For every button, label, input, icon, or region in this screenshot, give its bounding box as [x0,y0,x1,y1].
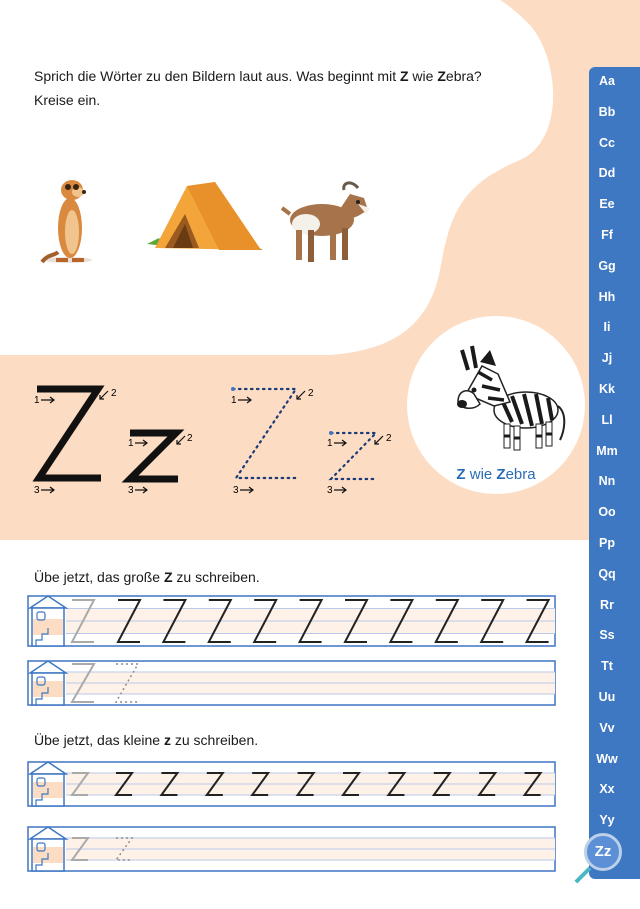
lowercase-z-dotted [327,431,392,496]
svg-text:3: 3 [327,485,333,496]
sidebar-item-ll[interactable]: Ll [601,412,613,427]
sidebar-item-ii[interactable]: Ii [603,320,611,335]
sidebar-item-ww[interactable]: Ww [596,751,618,766]
practice-upper-instruction: Übe jetzt, das große Z zu schreiben. [34,569,260,585]
svg-text:2: 2 [308,388,314,399]
svg-text:1: 1 [231,395,237,406]
practice-row-upper-2[interactable] [0,655,600,711]
svg-text:2: 2 [111,388,117,399]
house-icon [30,827,66,871]
sidebar-item-mm[interactable]: Mm [596,443,618,458]
uppercase-z-dotted [231,387,314,496]
house-icon [30,661,66,705]
house-icon [30,596,66,646]
sidebar-item-ff[interactable]: Ff [601,228,613,242]
sidebar-item-hh[interactable]: Hh [598,289,616,304]
goat-picture[interactable] [278,180,374,266]
lowercase-z-solid [128,433,193,496]
sidebar-item-qq[interactable]: Qq [598,566,616,581]
sidebar-item-rr[interactable]: Rr [600,597,614,612]
sidebar-item-ss[interactable]: Ss [599,628,615,643]
sidebar-item-dd[interactable]: Dd [598,166,616,181]
sidebar-item-pp[interactable]: Pp [599,536,615,550]
task-instruction: Sprich die Wörter zu den Bildern laut aus. Was beginnt mit Z wie Zebra? Kreise ein. [34,68,482,108]
sidebar-item-vv[interactable]: Vv [599,720,615,735]
practice-row-upper-1[interactable] [0,590,600,652]
svg-text:1: 1 [34,395,40,406]
zebra-caption: Z wie Zebra [456,466,536,483]
sidebar-item-zz-active[interactable]: Zz [584,833,622,871]
svg-text:3: 3 [233,485,239,496]
sidebar-item-yy[interactable]: Yy [599,813,615,828]
practice-row-lower-2[interactable] [0,821,600,877]
tent-picture[interactable] [145,180,267,262]
house-icon [30,762,66,806]
svg-text:2: 2 [187,433,193,444]
sidebar-item-aa[interactable]: Aa [599,74,615,88]
sidebar-item-ee[interactable]: Ee [599,197,615,212]
practice-lower-instruction: Übe jetzt, das kleine z zu schreiben. [34,732,259,748]
zebra-picture [452,344,570,456]
sidebar-item-xx[interactable]: Xx [599,782,615,797]
sidebar-item-nn[interactable]: Nn [598,474,616,489]
sidebar-item-kk[interactable]: Kk [599,382,615,396]
sidebar-item-gg[interactable]: Gg [598,258,616,273]
svg-text:2: 2 [386,433,392,444]
svg-text:1: 1 [128,438,134,449]
alphabet-sidebar [589,67,640,879]
sidebar-item-tt[interactable]: Tt [601,659,613,674]
svg-text:3: 3 [34,485,40,496]
uppercase-z-solid [34,388,117,496]
meerkat-picture[interactable] [38,176,98,266]
sidebar-item-bb[interactable]: Bb [598,104,616,119]
svg-text:3: 3 [128,485,134,496]
sidebar-item-oo[interactable]: Oo [598,505,616,520]
sidebar-item-uu[interactable]: Uu [598,690,616,704]
sidebar-item-cc[interactable]: Cc [599,135,615,150]
practice-row-lower-1[interactable] [0,756,600,812]
svg-text:1: 1 [327,438,333,449]
sidebar-item-jj[interactable]: Jj [601,351,613,366]
